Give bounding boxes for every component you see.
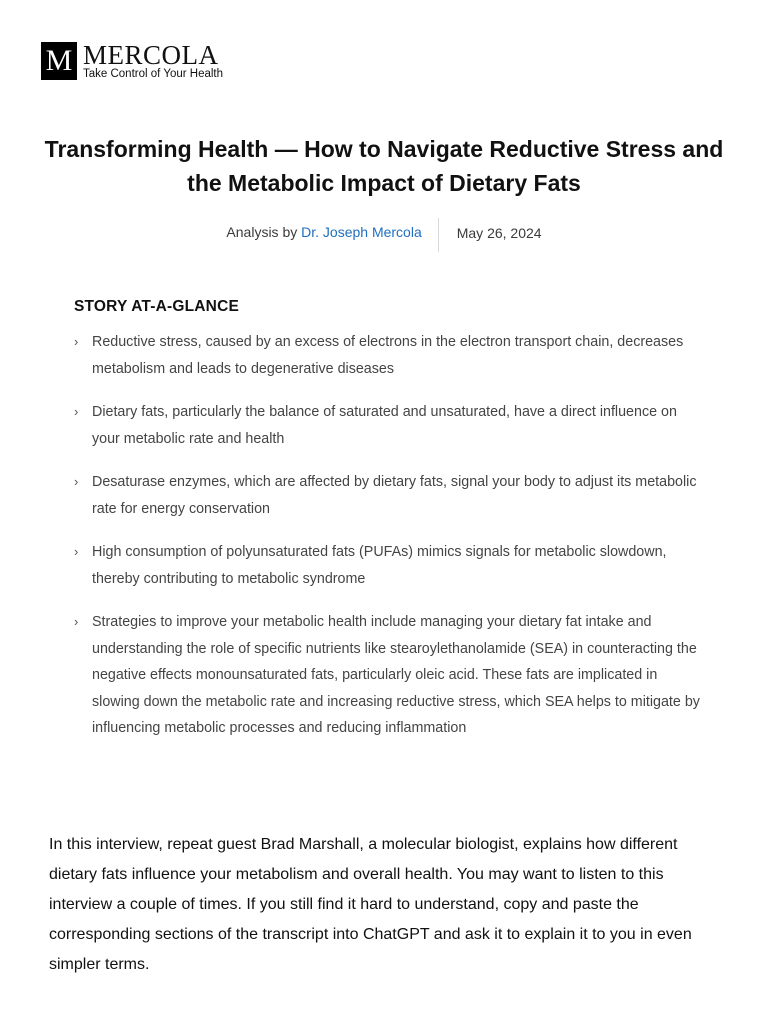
chevron-right-icon: › [74, 614, 79, 629]
publish-date: May 26, 2024 [456, 225, 542, 241]
glance-item [74, 329, 704, 382]
glance-item-text: High consumption of polyunsaturated fats (PUFAs) mimics signals for metabolic slowdown, thereby contributing to metabolic syndrome [92, 544, 667, 587]
author-link[interactable]: Dr. Joseph Mercola [301, 224, 422, 240]
glance-item [74, 539, 704, 592]
glance-heading: STORY AT-A-GLANCE [74, 298, 240, 315]
chevron-right-icon: › [74, 404, 79, 419]
logo-tagline: Take Control of Your Health [83, 68, 224, 80]
glance-item-text: Reductive stress, caused by an excess of electrons in the electron transport chain, decreases metabolism and leads to degenerative diseases [92, 334, 684, 377]
chevron-right-icon: › [74, 474, 79, 489]
mercola-logo[interactable] [41, 42, 223, 81]
chevron-right-icon: › [74, 544, 79, 559]
glance-item-text: Dietary fats, particularly the balance of saturated and unsaturated, have a direct influence on your metabolic rate and health [92, 404, 677, 447]
chevron-right-icon: › [74, 334, 79, 349]
glance-item [74, 469, 704, 522]
logo-mark: M [41, 42, 77, 80]
logo-name: MERCOLA [83, 40, 219, 70]
byline-prefix: Analysis by [226, 224, 298, 240]
glance-item-text: Desaturase enzymes, which are affected by dietary fats, signal your body to adjust its metabolic rate for energy conservation [92, 474, 697, 517]
byline-author-block [226, 218, 437, 252]
glance-list [74, 329, 704, 742]
glance-item-text: Strategies to improve your metabolic health include managing your dietary fat intake and understanding the role of specific nutrients like stearoylethanolamide (SEA) in counteracting the negative effects monounsaturated fats, particularly oleic acid. These fats are implicated in slowing down the metabolic rate and increasing reductive stress, which SEA helps to mitigate by influencing metabolic processes and reducing inflammation [92, 614, 700, 736]
article-title: Transforming Health — How to Navigate Reductive Stress and the Metabolic Impact of Dietary Fats [44, 136, 724, 196]
glance-item [74, 609, 704, 742]
story-at-a-glance [74, 298, 704, 759]
byline [0, 218, 768, 252]
glance-item [74, 399, 704, 452]
logo-text [83, 42, 223, 81]
intro-paragraph: In this interview, repeat guest Brad Marshall, a molecular biologist, explains how different dietary fats influence your metabolism and overall health. You may want to listen to this interview a couple of times. If you still find it hard to understand, copy and paste the corresponding sections of the transcript into ChatGPT and ask it to explain it to you in even simpler terms. [49, 836, 692, 973]
